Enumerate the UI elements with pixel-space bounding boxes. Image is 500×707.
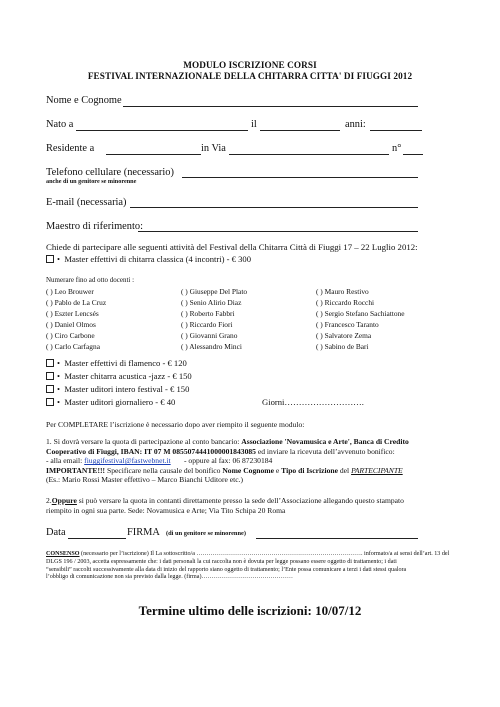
phone-note: anche di un genitore se minorenne (46, 178, 137, 185)
date-field[interactable] (68, 538, 126, 539)
teacher-option[interactable]: ( ) Pablo de La Cruz (46, 298, 107, 307)
option-uditori-label: Master uditori intero festival - € 150 (64, 384, 190, 394)
option-classica[interactable] (46, 254, 251, 264)
bullet-icon: • (57, 397, 61, 407)
teacher-field[interactable] (138, 231, 418, 232)
signature-note: (di un genitore se minorenne) (166, 530, 247, 537)
iban: Cooperativo di Fiuggi, IBAN: IT 07 M 0855074441000001843085 (46, 446, 256, 456)
consent-title: CONSENSO (46, 551, 80, 557)
street-field[interactable] (229, 154, 389, 155)
p2-num: 2. (46, 496, 52, 505)
teacher-option[interactable]: ( ) Alessandro Minci (181, 342, 242, 351)
checkbox-icon[interactable] (46, 255, 54, 263)
p2-address: riempito in ogni sua parte. Sede: Novamusica e Arte; Via Tito Schipa 20 Roma (46, 505, 286, 515)
p1-text-a: 1. Si dovrà versare la quota di partecipazione al conto bancario: (46, 437, 242, 446)
signature-label: FIRMA (127, 527, 160, 538)
option-flamenco[interactable] (46, 358, 187, 368)
p2-oppure: Oppure (51, 496, 77, 505)
important-label: IMPORTANTE!!! (46, 465, 106, 475)
born-label: Nato a (46, 119, 74, 130)
teacher-option[interactable]: ( ) Eszter Lencsés (46, 309, 99, 318)
consent-line-2: DLGS 196 / 2003, accetta espressamente che: i dati personali la cui raccolta non è dovuta per legge possano essere oggetto di trattamento; i dati (46, 558, 397, 565)
option-uditori[interactable] (46, 384, 189, 394)
teacher-option[interactable]: ( ) Riccardo Fiori (181, 320, 233, 329)
p2-text: si può versare la quota in contanti direttamente presso la sede dell’Associazione allegando questo stampato (76, 496, 404, 505)
email-label: E-mail (necessaria) (46, 197, 127, 208)
consent-line-3: “sensibili” raccolti successivamente alla data di inizio del rapporto siano oggetto di trattamento; l’Ente possa comunicare a terzi i dati stessi qualora (46, 566, 407, 573)
age-field[interactable] (370, 130, 422, 131)
checkbox-icon[interactable] (46, 372, 54, 380)
teacher-option[interactable]: ( ) Senio Alirio Diaz (181, 298, 242, 307)
option-classica-label: Master effettivi di chitarra classica (4 incontri) - € 300 (64, 254, 251, 264)
checkbox-icon[interactable] (46, 359, 54, 367)
teacher-option[interactable]: ( ) Daniel Olmos (46, 320, 96, 329)
birthplace-field[interactable] (76, 130, 248, 131)
name-field[interactable] (123, 106, 418, 107)
p1-imp-name: Nome Cognome (222, 465, 274, 475)
option-giornaliero-label: Master uditori giornaliero - € 40 (64, 397, 176, 407)
street-label: in Via (201, 143, 226, 154)
teacher-option[interactable]: ( ) Roberto Fabbri (181, 309, 235, 318)
consent-line-4: l’obbligo di comunicazione non sia previsto dalla legge. (firma)……………………………………… (46, 574, 293, 581)
p1-email-prefix: - alla email: (46, 456, 85, 466)
teacher-option[interactable]: ( ) Mauro Restivo (316, 287, 369, 296)
teacher-option[interactable]: ( ) Ciro Carbone (46, 331, 95, 340)
teacher-option[interactable]: ( ) Sergio Stefano Sachiattone (316, 309, 405, 318)
teacher-option[interactable]: ( ) Leo Brouwer (46, 287, 94, 296)
option-jazz[interactable] (46, 371, 192, 381)
number-field[interactable] (403, 154, 423, 155)
days-field[interactable]: Giorni………………………. (262, 397, 364, 407)
teacher-label: Maestro di riferimento: (46, 221, 143, 232)
request-intro: Chiede di partecipare alle seguenti attività del Festival della Chitarra Città di Fiuggi 17 – 22 Luglio 2012: (46, 242, 418, 252)
born-date-label: il (251, 119, 257, 130)
teacher-option[interactable]: ( ) Sabino de Bari (316, 342, 369, 351)
bullet-icon: • (57, 358, 61, 368)
teacher-option[interactable]: ( ) Giuseppe Del Plato (181, 287, 248, 296)
checkbox-icon[interactable] (46, 385, 54, 393)
teacher-option[interactable]: ( ) Riccardo Rocchi (316, 298, 375, 307)
option-flamenco-label: Master effettivi di flamenco - € 120 (64, 358, 187, 368)
signature-field[interactable] (256, 538, 418, 539)
bullet-icon: • (57, 371, 61, 381)
name-label: Nome e Cognome (46, 95, 122, 106)
teacher-option[interactable]: ( ) Giovanni Grano (181, 331, 238, 340)
teacher-option[interactable]: ( ) Salvatore Zema (316, 331, 372, 340)
teacher-option[interactable]: ( ) Carlo Carfagna (46, 342, 100, 351)
option-giornaliero[interactable] (46, 397, 175, 407)
p1-imp-text: Specificare nella causale del bonifico (105, 465, 223, 475)
p1-imp-type: Tipo di Iscrizione (281, 465, 338, 475)
checkbox-icon[interactable] (46, 398, 54, 406)
email-field[interactable] (130, 207, 418, 208)
festival-title: FESTIVAL INTERNAZIONALE DELLA CHITARRA CITTA' DI FIUGGI 2012 (87, 71, 413, 81)
p1-imp-of: del (337, 465, 352, 475)
form-title: MODULO ISCRIZIONE CORSI (183, 60, 317, 70)
bank-name: Associazione 'Novamusica e Arte', Banca di Credito (241, 437, 409, 446)
p1-text-d: ed inviare la ricevuta dell’avvenuto bonifico: (255, 446, 395, 456)
consent-paragraph (46, 551, 466, 582)
age-label: anni: (345, 119, 366, 130)
bullet-icon: • (57, 384, 61, 394)
p1-imp-participant: PARTECIPANTE (351, 465, 403, 475)
bullet-icon: • (57, 254, 61, 264)
phone-field[interactable] (182, 177, 418, 178)
birthdate-field[interactable] (260, 130, 340, 131)
date-label: Data (46, 527, 66, 538)
phone-label: Telefono cellulare (necessario) (46, 167, 174, 178)
option-jazz-label: Master chitarra acustica -jazz - € 150 (64, 371, 192, 381)
payment-paragraph-1 (46, 437, 466, 485)
number-label: n° (392, 143, 402, 154)
payment-paragraph-2 (46, 496, 466, 515)
consent-line-1: (necessario per l’iscrizione) Il La sottoscritto/a ………………………………………………………………………. informato/a ai sensi dell’art. 13 del (79, 551, 450, 557)
numerare-label: Numerare fino ad otto docenti : (46, 276, 135, 284)
teacher-option[interactable]: ( ) Francesco Taranto (316, 320, 379, 329)
deadline-text: Termine ultimo delle iscrizioni: 10/07/12 (138, 603, 362, 618)
p1-imp-and: e (273, 465, 282, 475)
p1-example: (Es.: Mario Rossi Master effettivo – Marco Bianchi Uditore etc.) (46, 475, 244, 485)
email-link[interactable]: fiuggifestival@fastwebnet.it (84, 456, 171, 466)
residence-label: Residente a (46, 143, 95, 154)
completare-note: Per COMPLETARE l’iscrizione è necessario dopo aver riempito il seguente modulo: (46, 420, 305, 429)
fax-number: - oppure al fax: 06 87230184 (183, 456, 273, 466)
residence-field[interactable] (106, 154, 201, 155)
